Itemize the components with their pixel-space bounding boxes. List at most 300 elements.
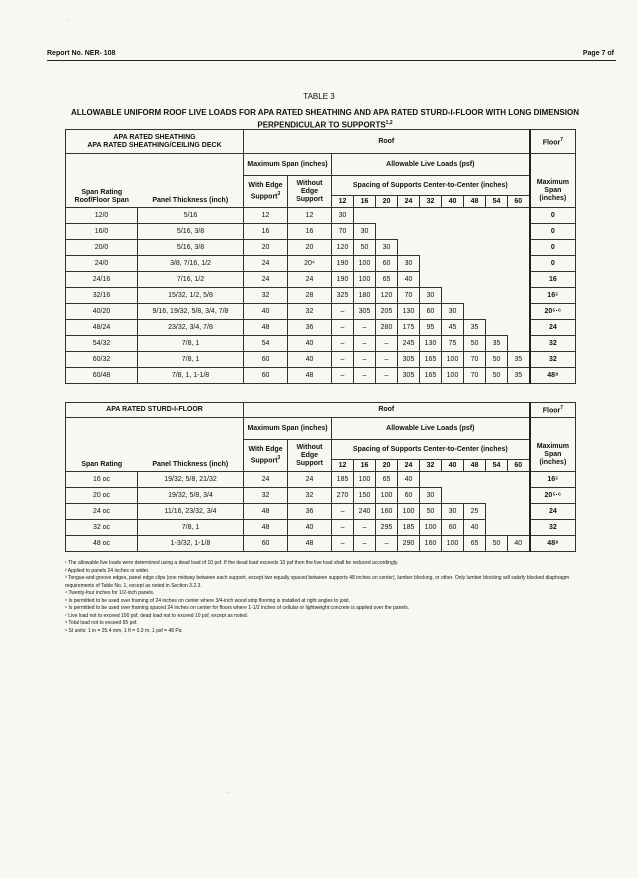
live-load-cell: 50: [354, 240, 376, 256]
table-row: [66, 288, 576, 304]
panel-thickness-cell: 1-3/32, 1-1/8: [138, 536, 244, 552]
table-row: [66, 520, 576, 536]
spacing-value: 24: [398, 196, 420, 208]
live-load-cell: 120: [332, 240, 354, 256]
live-load-cell: –: [332, 504, 354, 520]
spacing-header: Spacing of Supports Center-to-Center (inches): [332, 176, 530, 196]
span-rating-cell: 24 oc: [66, 504, 138, 520]
sheathing-group-header: APA RATED SHEATHING APA RATED SHEATHING/CEILING DECK: [66, 130, 244, 154]
live-load-cell: 120: [376, 288, 398, 304]
span-rating-cell: 32/16: [66, 288, 138, 304]
live-load-cell: –: [332, 520, 354, 536]
spacing-value: 60: [508, 196, 530, 208]
live-load-cell: 40: [508, 536, 530, 552]
with-edge-cell: 16: [244, 224, 288, 240]
live-load-cell: 100: [420, 520, 442, 536]
live-load-cell: 30: [332, 208, 354, 224]
empty-cell: [420, 208, 442, 224]
live-load-cell: 190: [332, 256, 354, 272]
panel-thickness-cell: 23/32, 3/4, 7/8: [138, 320, 244, 336]
live-load-cell: –: [354, 352, 376, 368]
with-edge-cell: 20: [244, 240, 288, 256]
with-edge-cell: 24: [244, 472, 288, 488]
table-row: [66, 336, 576, 352]
spacing-value: 40: [442, 460, 464, 472]
floor-span-cell: 0: [530, 208, 576, 224]
spacing-value: 32: [420, 196, 442, 208]
with-edge-cell: 24: [244, 272, 288, 288]
span-rating-cell: 16/0: [66, 224, 138, 240]
table-row: [66, 224, 576, 240]
live-load-cell: 325: [332, 288, 354, 304]
table-row: [66, 488, 576, 504]
sheathing-table-body: [66, 208, 576, 384]
without-edge-support-header: Without Edge Support: [288, 176, 332, 208]
panel-thickness-cell: 9/16, 19/32, 5/8, 3/4, 7/8: [138, 304, 244, 320]
live-load-cell: 160: [376, 504, 398, 520]
live-load-cell: 185: [332, 472, 354, 488]
empty-cell: [464, 488, 486, 504]
report-number: Report No. NER- 108: [47, 50, 116, 57]
live-load-cell: 290: [398, 536, 420, 552]
table-row: [66, 352, 576, 368]
footnote: ³ Tongue-and-groove edges, panel edge clips (one midway between each support, except two equally spaced between supports 48 inches on center), lumber blocking, or other. Only lumber blocking will satisfy blocked diaphragm requirements of Table No. 1, except as noted in Section 3.2.3.: [65, 575, 570, 589]
empty-cell: [486, 488, 508, 504]
footnote: ⁴ Twenty-four inches for 1/2-inch panels.: [65, 590, 155, 596]
empty-cell: [464, 224, 486, 240]
floor-span-cell: 48⁸: [530, 536, 576, 552]
floor-span-cell: 24: [530, 504, 576, 520]
live-load-cell: 35: [508, 368, 530, 384]
span-rating-header: Span Rating: [66, 440, 138, 472]
panel-thickness-cell: 7/8, 1: [138, 520, 244, 536]
empty-cell: [508, 272, 530, 288]
live-load-cell: 60: [442, 520, 464, 536]
empty-cell: [464, 208, 486, 224]
without-edge-cell: 40: [288, 336, 332, 352]
empty-cell: [486, 240, 508, 256]
allowable-live-loads-header: Allowable Live Loads (psf): [332, 154, 530, 176]
spacing-value: 32: [420, 460, 442, 472]
with-edge-cell: 12: [244, 208, 288, 224]
floor-max-span-header: Maximum Span (inches): [530, 176, 576, 208]
spacing-value: 20: [376, 196, 398, 208]
floor-span-cell: 20⁵·⁶: [530, 304, 576, 320]
empty-cell: [508, 504, 530, 520]
live-load-cell: 45: [442, 320, 464, 336]
panel-thickness-cell: 7/8, 1, 1-1/8: [138, 368, 244, 384]
span-rating-cell: 48/24: [66, 320, 138, 336]
with-edge-cell: 48: [244, 520, 288, 536]
panel-thickness-cell: 11/16, 23/32, 3/4: [138, 504, 244, 520]
without-edge-cell: 20: [288, 240, 332, 256]
table-row: [66, 368, 576, 384]
scan-speck: ·: [68, 18, 70, 24]
live-load-cell: 100: [442, 368, 464, 384]
live-load-cell: 40: [464, 520, 486, 536]
with-edge-cell: 40: [244, 304, 288, 320]
live-load-cell: 75: [442, 336, 464, 352]
live-load-cell: 280: [376, 320, 398, 336]
table-row: [66, 504, 576, 520]
span-rating-cell: 60/48: [66, 368, 138, 384]
span-rating-cell: 48 oc: [66, 536, 138, 552]
live-load-cell: 165: [420, 368, 442, 384]
live-load-cell: 40: [398, 472, 420, 488]
live-load-cell: 35: [464, 320, 486, 336]
floor-span-cell: 0: [530, 224, 576, 240]
roof-header: Roof: [244, 130, 530, 154]
live-load-cell: –: [332, 368, 354, 384]
span-rating-cell: 24/16: [66, 272, 138, 288]
empty-cell: [376, 208, 398, 224]
span-rating-cell: 60/32: [66, 352, 138, 368]
empty-cell: [508, 520, 530, 536]
live-load-cell: 50: [486, 352, 508, 368]
sheathing-table: [65, 129, 576, 384]
without-edge-cell: 48: [288, 368, 332, 384]
live-load-cell: 305: [398, 352, 420, 368]
live-load-cell: –: [354, 520, 376, 536]
live-load-cell: 240: [354, 504, 376, 520]
span-rating-header: Span Rating Roof/Floor Span: [66, 176, 138, 208]
empty-cell: [442, 240, 464, 256]
live-load-cell: 270: [332, 488, 354, 504]
live-load-cell: 160: [420, 536, 442, 552]
span-rating-cell: 16 oc: [66, 472, 138, 488]
empty-cell: [464, 256, 486, 272]
empty-cell: [442, 224, 464, 240]
spacing-value: 48: [464, 196, 486, 208]
without-edge-cell: 12: [288, 208, 332, 224]
empty-cell: [508, 488, 530, 504]
table-row: [66, 304, 576, 320]
without-edge-cell: 16: [288, 224, 332, 240]
empty-cell: [464, 288, 486, 304]
live-load-cell: 30: [376, 240, 398, 256]
live-load-cell: 30: [442, 504, 464, 520]
panel-thickness-header: Panel Thickness (inch): [138, 440, 244, 472]
live-load-cell: 150: [354, 488, 376, 504]
live-load-cell: 30: [398, 256, 420, 272]
without-edge-cell: 40: [288, 520, 332, 536]
panel-thickness-cell: 7/8, 1: [138, 352, 244, 368]
panel-thickness-cell: 19/32, 5/8, 21/32: [138, 472, 244, 488]
spacing-value: 54: [486, 196, 508, 208]
footnote: ⁸ Total load not to exceed 65 psf.: [65, 620, 138, 626]
live-load-cell: 50: [464, 336, 486, 352]
live-load-cell: 185: [398, 520, 420, 536]
without-edge-cell: 32: [288, 304, 332, 320]
scan-speck: ·: [226, 790, 228, 796]
max-span-header: Maximum Span (inches): [244, 154, 332, 176]
empty-cell: [442, 256, 464, 272]
empty-cell: [464, 272, 486, 288]
with-edge-cell: 60: [244, 536, 288, 552]
floor-header: Floor$^7$: [530, 130, 576, 154]
spacing-value: 16: [354, 460, 376, 472]
live-load-cell: –: [332, 320, 354, 336]
table-row: [66, 472, 576, 488]
live-load-cell: 70: [464, 368, 486, 384]
empty-cell: [398, 208, 420, 224]
floor-span-cell: 16⁵: [530, 288, 576, 304]
footnote: ⁶ Is permitted to be used over framing spaced 24 inches on center for floors where 1-1/2 inches of cellular or lightweight concrete is applied over the panels.: [65, 605, 410, 611]
sturdi-floor-table-body: [66, 472, 576, 552]
live-load-cell: 100: [354, 272, 376, 288]
live-load-cell: 100: [442, 536, 464, 552]
live-load-cell: 100: [398, 504, 420, 520]
live-load-cell: 165: [420, 352, 442, 368]
floor-span-cell: 32: [530, 352, 576, 368]
live-load-cell: 100: [354, 256, 376, 272]
panel-thickness-cell: 19/32, 5/8, 3/4: [138, 488, 244, 504]
empty-cell: [420, 256, 442, 272]
live-load-cell: 305: [354, 304, 376, 320]
live-load-cell: –: [354, 536, 376, 552]
empty-cell: [486, 520, 508, 536]
spacing-value: 16: [354, 196, 376, 208]
panel-thickness-cell: 5/16, 3/8: [138, 240, 244, 256]
floor-span-cell: 20⁵·⁶: [530, 488, 576, 504]
empty-cell: [442, 488, 464, 504]
live-load-cell: 70: [464, 352, 486, 368]
empty-cell: [486, 256, 508, 272]
live-load-cell: 25: [464, 504, 486, 520]
panel-thickness-cell: 3/8, 7/16, 1/2: [138, 256, 244, 272]
live-load-cell: 245: [398, 336, 420, 352]
live-load-cell: 100: [354, 472, 376, 488]
table-label: TABLE 3: [303, 92, 335, 101]
panel-thickness-cell: 7/16, 1/2: [138, 272, 244, 288]
footnote: ⁵ Is permitted to be used over framing of 24 inches on center where 3/4-inch wood strip flooring is installed at right angles to joist.: [65, 597, 350, 604]
footnotes: [65, 560, 580, 635]
with-edge-cell: 60: [244, 368, 288, 384]
empty-cell: [508, 240, 530, 256]
with-edge-cell: 24: [244, 256, 288, 272]
header-rule: [47, 60, 616, 61]
live-load-cell: 100: [376, 488, 398, 504]
footnote: ⁹ SI units: 1 in = 25.4 mm, 1 ft = 0.3 m, 1 psf = 48 Pa: [65, 627, 182, 634]
spacing-header: Spacing of Supports Center-to-Center (inches): [332, 440, 530, 460]
empty-cell: [508, 336, 530, 352]
sturdi-group-header: APA RATED STURD-I-FLOOR: [66, 403, 244, 418]
live-load-cell: 30: [420, 488, 442, 504]
live-load-cell: –: [354, 336, 376, 352]
page-number: Page 7 of: [582, 50, 614, 57]
table-row: [66, 320, 576, 336]
table-row: [66, 536, 576, 552]
empty-cell: [486, 208, 508, 224]
empty-cell: [508, 304, 530, 320]
without-edge-cell: 28: [288, 288, 332, 304]
empty-cell: [420, 472, 442, 488]
live-load-cell: 70: [398, 288, 420, 304]
live-load-cell: 65: [376, 272, 398, 288]
empty-cell: [486, 504, 508, 520]
live-load-cell: –: [332, 336, 354, 352]
live-load-cell: 30: [442, 304, 464, 320]
live-load-cell: 60: [420, 304, 442, 320]
empty-cell: [508, 256, 530, 272]
footnote: ⁷ Live load not to exceed 100 psf, dead load not to exceed 10 psf, except as noted.: [65, 612, 249, 619]
sturdi-floor-table: [65, 402, 576, 552]
span-rating-cell: 40/20: [66, 304, 138, 320]
empty-cell: [508, 288, 530, 304]
live-load-cell: 35: [508, 352, 530, 368]
floor-span-cell: 48⁸: [530, 368, 576, 384]
empty-cell: [376, 224, 398, 240]
empty-cell: [464, 240, 486, 256]
live-load-cell: 305: [398, 368, 420, 384]
table-title: ALLOWABLE UNIFORM ROOF LIVE LOADS FOR APA RATED SHEATHING AND APA RATED STURD-I-FLOOR WITH LONG DIMENSION PERPENDICULAR TO SUPPORTS$^{1,2}$: [71, 108, 579, 130]
spacing-value: 20: [376, 460, 398, 472]
live-load-cell: –: [332, 536, 354, 552]
live-load-cell: 130: [420, 336, 442, 352]
footnote: ² Applied to panels 24 inches or wider.: [65, 567, 150, 574]
without-edge-cell: 40: [288, 352, 332, 368]
with-edge-cell: 60: [244, 352, 288, 368]
floor-span-cell: 0: [530, 240, 576, 256]
live-load-cell: 175: [398, 320, 420, 336]
empty-cell: [442, 208, 464, 224]
empty-cell: [486, 272, 508, 288]
without-edge-cell: 20⁴: [288, 256, 332, 272]
span-rating-cell: 54/32: [66, 336, 138, 352]
live-load-cell: 30: [420, 288, 442, 304]
empty-cell: [486, 320, 508, 336]
empty-cell: [486, 288, 508, 304]
empty-cell: [420, 224, 442, 240]
live-load-cell: 100: [442, 352, 464, 368]
without-edge-cell: 24: [288, 472, 332, 488]
live-load-cell: 95: [420, 320, 442, 336]
empty-cell: [464, 472, 486, 488]
live-load-cell: 60: [398, 488, 420, 504]
live-load-cell: 70: [332, 224, 354, 240]
live-load-cell: 130: [398, 304, 420, 320]
floor-span-cell: 32: [530, 520, 576, 536]
with-edge-cell: 48: [244, 504, 288, 520]
empty-cell: [420, 240, 442, 256]
live-load-cell: –: [376, 536, 398, 552]
panel-thickness-cell: 5/16, 3/8: [138, 224, 244, 240]
empty-cell: [398, 224, 420, 240]
without-edge-cell: 36: [288, 504, 332, 520]
live-load-cell: 50: [420, 504, 442, 520]
with-edge-cell: 32: [244, 488, 288, 504]
spacing-value: 48: [464, 460, 486, 472]
empty-cell: [354, 208, 376, 224]
empty-cell: [508, 472, 530, 488]
empty-cell: [464, 304, 486, 320]
spacing-value: 60: [508, 460, 530, 472]
floor-span-cell: 16⁵: [530, 472, 576, 488]
live-load-cell: 35: [486, 336, 508, 352]
empty-cell: [420, 272, 442, 288]
live-load-cell: 180: [354, 288, 376, 304]
table-row: [66, 240, 576, 256]
floor-header: Floor$^7$: [530, 403, 576, 418]
floor-max-span-header: Maximum Span (inches): [530, 440, 576, 472]
live-load-cell: –: [332, 352, 354, 368]
with-edge-support-header: With Edge Support$^3$: [244, 176, 288, 208]
live-load-cell: –: [332, 304, 354, 320]
floor-span-cell: 0: [530, 256, 576, 272]
live-load-cell: 60: [376, 256, 398, 272]
empty-cell: [486, 304, 508, 320]
spacing-value: 24: [398, 460, 420, 472]
live-load-cell: 50: [486, 536, 508, 552]
span-rating-cell: 12/0: [66, 208, 138, 224]
span-rating-cell: 24/0: [66, 256, 138, 272]
live-load-cell: –: [376, 368, 398, 384]
span-rating-cell: 20 oc: [66, 488, 138, 504]
empty-cell: [486, 472, 508, 488]
live-load-cell: –: [354, 368, 376, 384]
empty-cell: [508, 320, 530, 336]
allowable-live-loads-header: Allowable Live Loads (psf): [332, 418, 530, 440]
floor-span-cell: 24: [530, 320, 576, 336]
spacing-value: 12: [332, 460, 354, 472]
panel-thickness-cell: 5/16: [138, 208, 244, 224]
floor-span-cell: 16: [530, 272, 576, 288]
without-edge-cell: 32: [288, 488, 332, 504]
panel-thickness-cell: 7/8, 1: [138, 336, 244, 352]
spacing-value: 40: [442, 196, 464, 208]
floor-span-cell: 32: [530, 336, 576, 352]
max-span-header: Maximum Span (inches): [244, 418, 332, 440]
without-edge-cell: 36: [288, 320, 332, 336]
live-load-cell: 190: [332, 272, 354, 288]
live-load-cell: 205: [376, 304, 398, 320]
live-load-cell: 30: [354, 224, 376, 240]
span-rating-cell: 20/0: [66, 240, 138, 256]
with-edge-support-header: With Edge Support$^3$: [244, 440, 288, 472]
with-edge-cell: 48: [244, 320, 288, 336]
empty-cell: [442, 288, 464, 304]
live-load-cell: 65: [464, 536, 486, 552]
table-row: [66, 272, 576, 288]
table-row: [66, 208, 576, 224]
with-edge-cell: 54: [244, 336, 288, 352]
panel-thickness-header: Panel Thickness (inch): [138, 176, 244, 208]
live-load-cell: 295: [376, 520, 398, 536]
spacing-value: 12: [332, 196, 354, 208]
empty-cell: [508, 224, 530, 240]
live-load-cell: 50: [486, 368, 508, 384]
live-load-cell: 40: [398, 272, 420, 288]
empty-cell: [442, 272, 464, 288]
without-edge-support-header: Without Edge Support: [288, 440, 332, 472]
live-load-cell: –: [376, 336, 398, 352]
table-row: [66, 256, 576, 272]
live-load-cell: 65: [376, 472, 398, 488]
footnote: ¹ The allowable live loads were determined using a dead load of 10 psf. If the dead load exceeds 10 psf then the live load shall be reduced accordingly.: [65, 560, 399, 566]
panel-thickness-cell: 15/32, 1/2, 5/8: [138, 288, 244, 304]
roof-header: Roof: [244, 403, 530, 418]
live-load-cell: –: [376, 352, 398, 368]
span-rating-cell: 32 oc: [66, 520, 138, 536]
empty-cell: [508, 208, 530, 224]
without-edge-cell: 48: [288, 536, 332, 552]
with-edge-cell: 32: [244, 288, 288, 304]
live-load-cell: –: [354, 320, 376, 336]
empty-cell: [486, 224, 508, 240]
empty-cell: [442, 472, 464, 488]
without-edge-cell: 24: [288, 272, 332, 288]
spacing-value: 54: [486, 460, 508, 472]
